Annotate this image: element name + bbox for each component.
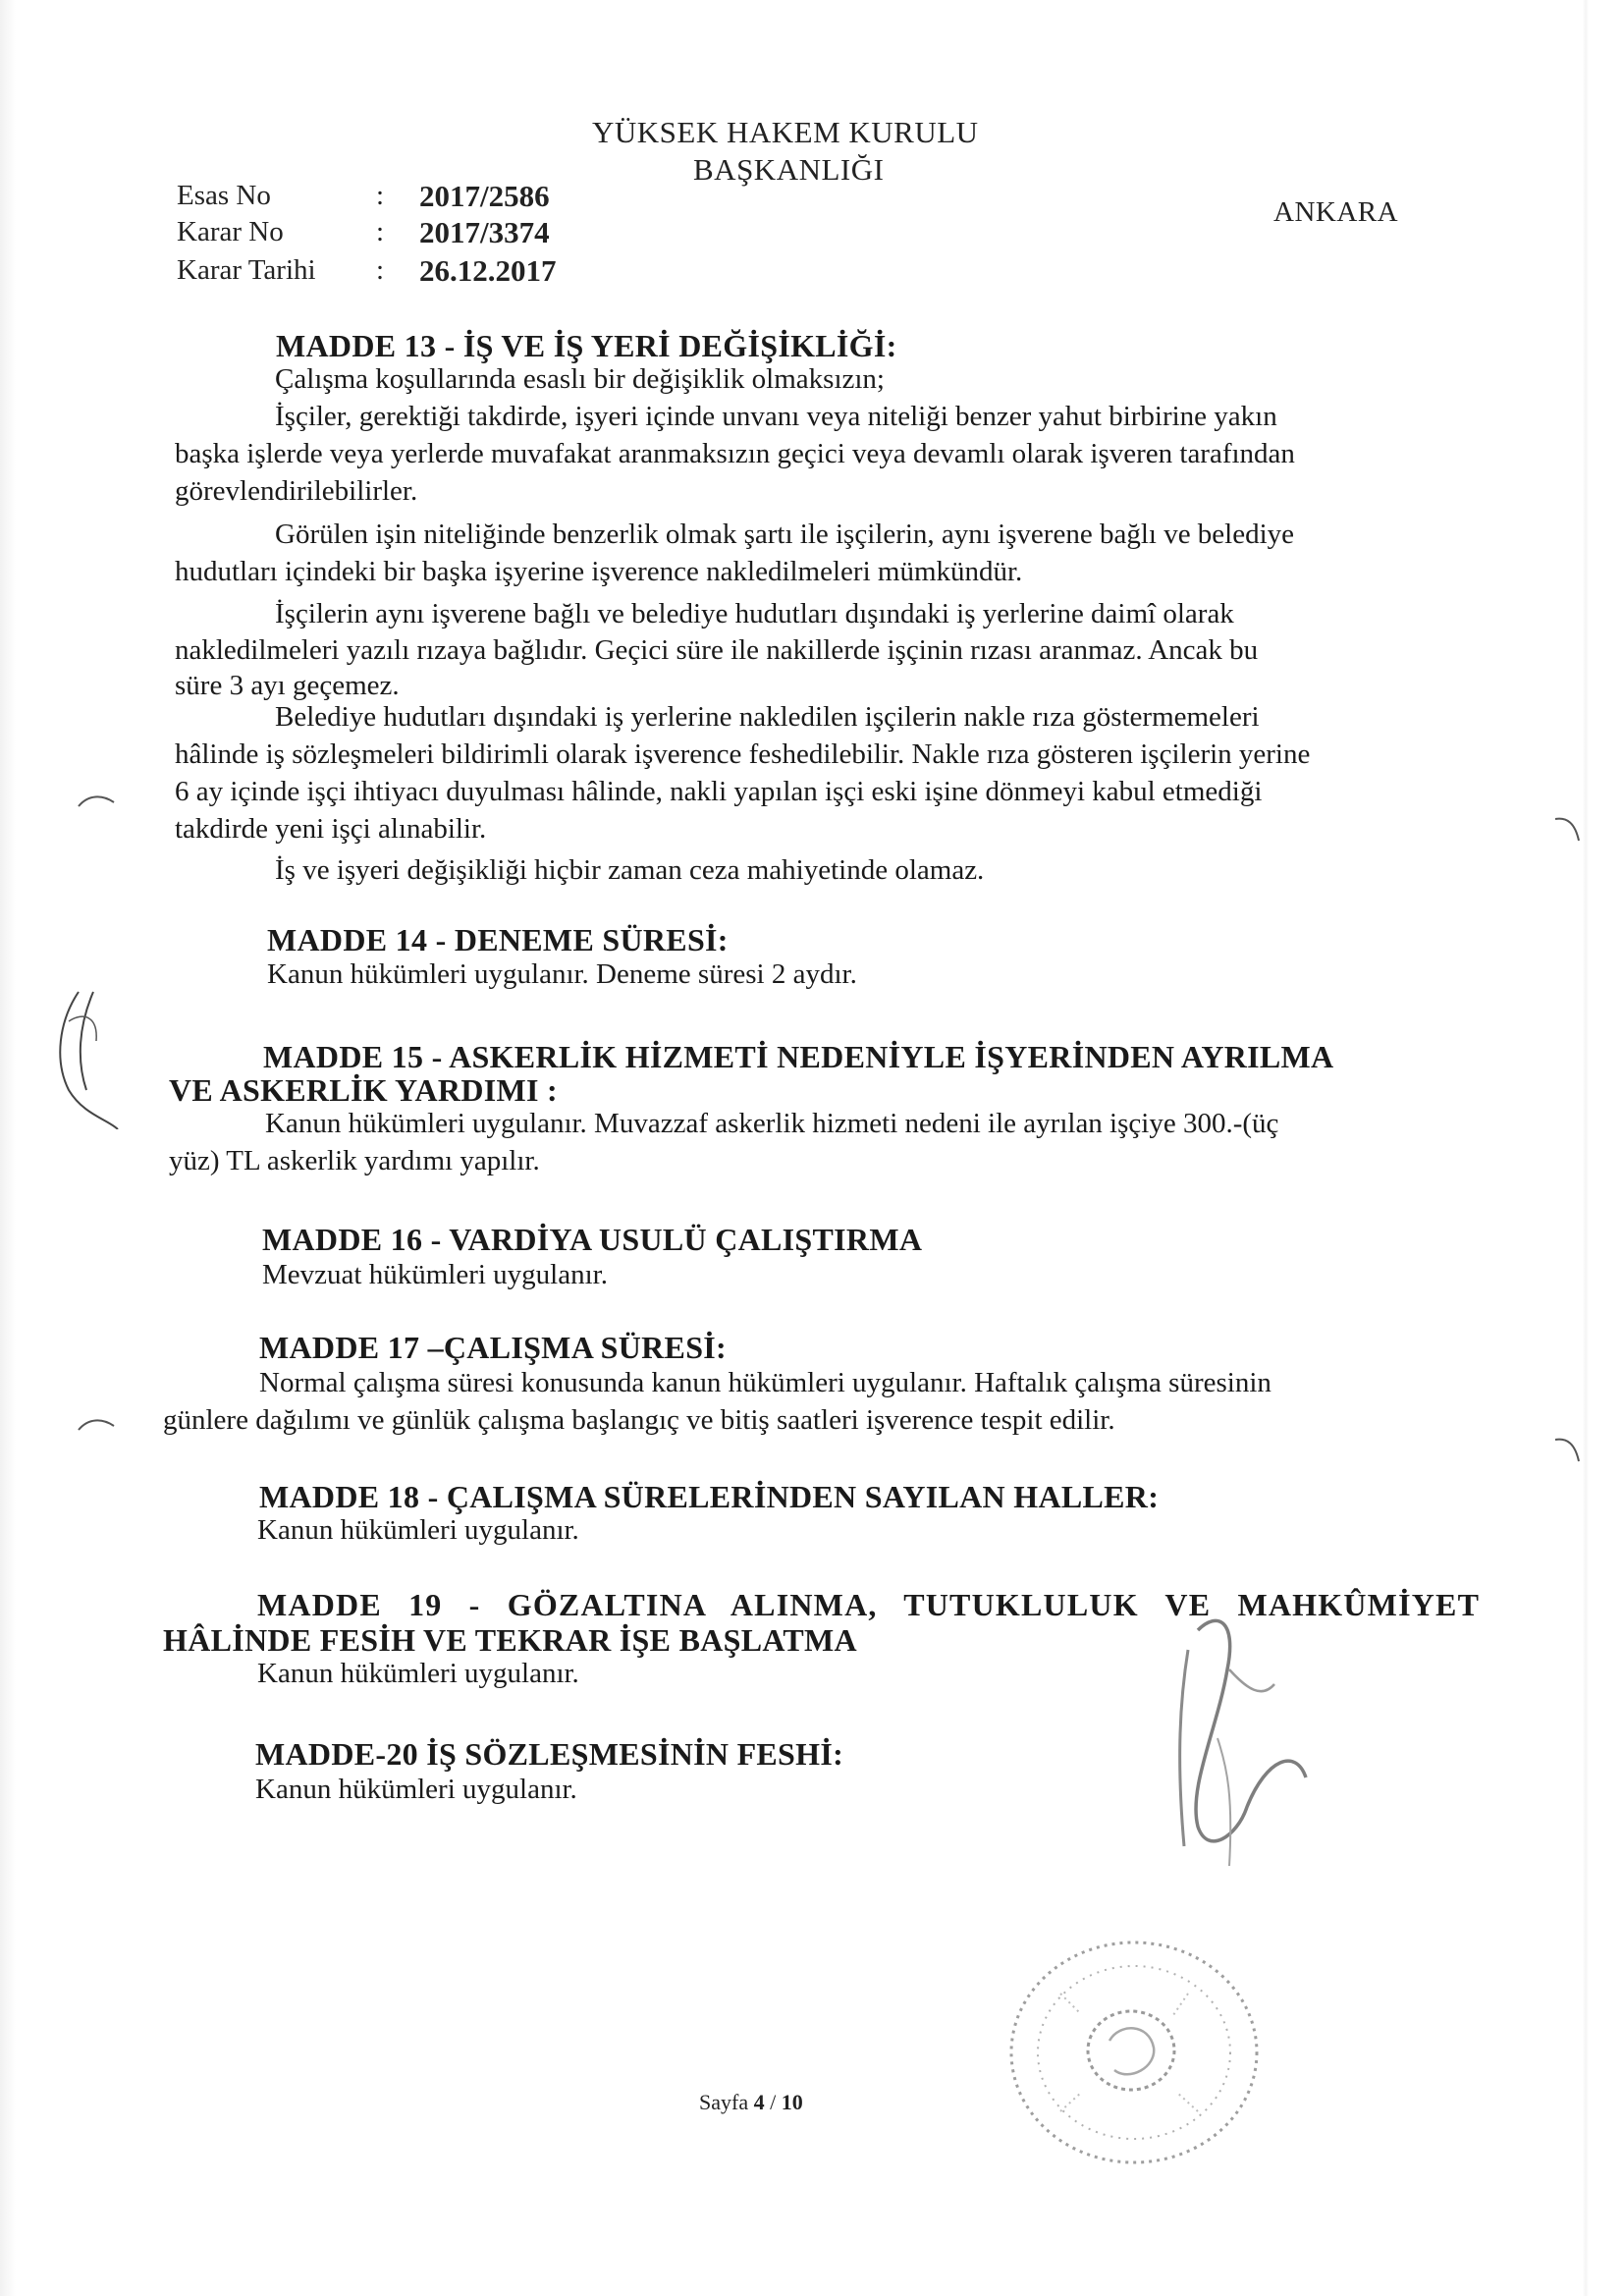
paragraph-line: İşçiler, gerektiği takdirde, işyeri içinde unvanı veya niteliği benzer yahut birbirine yakın xyxy=(275,401,1277,432)
margin-handwritten-mark xyxy=(39,982,137,1129)
meta-label-karar: Karar No xyxy=(177,216,284,247)
paragraph-line: İş ve işyeri değişikliği hiçbir zaman ceza mahiyetinde olamaz. xyxy=(275,854,985,886)
article-heading: MADDE-20 İŞ SÖZLEŞMESİNİN FESHİ: xyxy=(255,1736,844,1772)
meta-sep-tarih: : xyxy=(376,254,385,286)
paragraph-line: Kanun hükümleri uygulanır. xyxy=(255,1774,577,1805)
paragraph-line: yüz) TL askerlik yardımı yapılır. xyxy=(169,1145,540,1176)
margin-punch-mark xyxy=(1553,815,1583,845)
paragraph-line: günlere dağılımı ve günlük çalışma başlangıç ve bitiş saatleri işverence tespit edilir. xyxy=(163,1404,1115,1436)
paragraph-line: Mevzuat hükümleri uygulanır. xyxy=(262,1259,608,1290)
page-total: 10 xyxy=(781,2090,803,2114)
meta-value-tarih: 26.12.2017 xyxy=(419,253,557,288)
article-heading: MADDE 16 - VARDİYA USULÜ ÇALIŞTIRMA xyxy=(262,1222,923,1257)
page-current: 4 xyxy=(753,2090,765,2114)
paragraph-line: Kanun hükümleri uygulanır. xyxy=(257,1514,579,1546)
article-heading: MADDE 14 - DENEME SÜRESİ: xyxy=(267,922,729,957)
article-heading: MADDE 17 –ÇALIŞMA SÜRESİ: xyxy=(259,1330,727,1365)
meta-value-esas: 2017/2586 xyxy=(419,179,550,213)
paragraph-line: Kanun hükümleri uygulanır. xyxy=(257,1658,579,1689)
org-title-line1: YÜKSEK HAKEM KURULU xyxy=(592,115,979,149)
city-label: ANKARA xyxy=(1273,196,1399,228)
paragraph-line: Normal çalışma süresi konusunda kanun hükümleri uygulanır. Haftalık çalışma süresinin xyxy=(259,1367,1271,1398)
page-number xyxy=(699,2090,803,2115)
paragraph-line: hudutları içindeki bir başka işyerine işverence nakledilmeleri mümkündür. xyxy=(175,556,1023,587)
margin-punch-mark xyxy=(77,791,116,810)
article-heading-cont: VE ASKERLİK YARDIMI : xyxy=(169,1072,559,1108)
paragraph-line: Kanun hükümleri uygulanır. Deneme süresi 2 aydır. xyxy=(267,958,857,990)
scan-fold-line xyxy=(1583,0,1589,2296)
article-heading-cont: HÂLİNDE FESİH VE TEKRAR İŞE BAŞLATMA xyxy=(163,1622,857,1658)
paragraph-line: süre 3 ayı geçemez. xyxy=(175,670,400,701)
article-heading: MADDE 18 - ÇALIŞMA SÜRELERİNDEN SAYILAN HALLER: xyxy=(259,1479,1160,1514)
page-sep: / xyxy=(770,2090,777,2114)
paragraph-line: Kanun hükümleri uygulanır. Muvazzaf askerlik hizmeti nedeni ile ayrılan işçiye 300.-(üç xyxy=(265,1108,1279,1139)
paragraph-line: Belediye hudutları dışındaki iş yerlerine nakledilen işçilerin nakle rıza göstermemeleri xyxy=(275,701,1260,733)
margin-punch-mark xyxy=(1553,1436,1583,1465)
paragraph-line: başka işlerde veya yerlerde muvafakat aranmaksızın geçici veya devamlı olarak işveren tarafından xyxy=(175,438,1295,469)
paragraph-line: Görülen işin niteliğinde benzerlik olmak şartı ile işçilerin, aynı işverene bağlı ve belediye xyxy=(275,519,1295,550)
paragraph-line: İşçilerin aynı işverene bağlı ve belediye hudutları dışındaki iş yerlerine daimî olarak xyxy=(275,598,1234,629)
article-heading: MADDE 13 - İŞ VE İŞ YERİ DEĞİŞİKLİĞİ: xyxy=(276,328,897,363)
scan-edge-shadow xyxy=(0,0,16,2296)
official-seal-stamp xyxy=(992,1925,1276,2180)
handwritten-signature xyxy=(1159,1591,1325,1876)
paragraph-line: Çalışma koşullarında esaslı bir değişiklik olmaksızın; xyxy=(275,363,885,395)
page-prefix: Sayfa xyxy=(699,2090,749,2114)
meta-label-esas: Esas No xyxy=(177,180,271,211)
paragraph-line: 6 ay içinde işçi ihtiyacı duyulması hâlinde, nakli yapılan işçi eski işine dönmeyi kabul etmediği xyxy=(175,776,1263,807)
article-heading: MADDE 15 - ASKERLİK HİZMETİ NEDENİYLE İŞYERİNDEN AYRILMA xyxy=(263,1039,1334,1074)
paragraph-line: hâlinde iş sözleşmeleri bildirimli olarak işverence feshedilebilir. Nakle rıza gösteren işçilerin yerine xyxy=(175,738,1311,770)
meta-value-karar: 2017/3374 xyxy=(419,215,550,249)
paragraph-line: takdirde yeni işçi alınabilir. xyxy=(175,813,487,845)
meta-sep-karar: : xyxy=(376,216,385,247)
article-heading: MADDE 19 - GÖZALTINA ALINMA, TUTUKLULUK VE MAHKÛMİYET xyxy=(257,1587,1481,1622)
meta-label-tarih: Karar Tarihi xyxy=(177,254,316,286)
paragraph-line: nakledilmeleri yazılı rızaya bağlıdır. Geçici süre ile nakillerde işçinin rızası aranmaz. Ancak bu xyxy=(175,634,1259,666)
paragraph-line: görevlendirilebilirler. xyxy=(175,475,418,507)
margin-punch-mark xyxy=(77,1414,116,1434)
org-title-line2: BAŞKANLIĞI xyxy=(693,152,885,187)
meta-sep-esas: : xyxy=(376,180,385,211)
